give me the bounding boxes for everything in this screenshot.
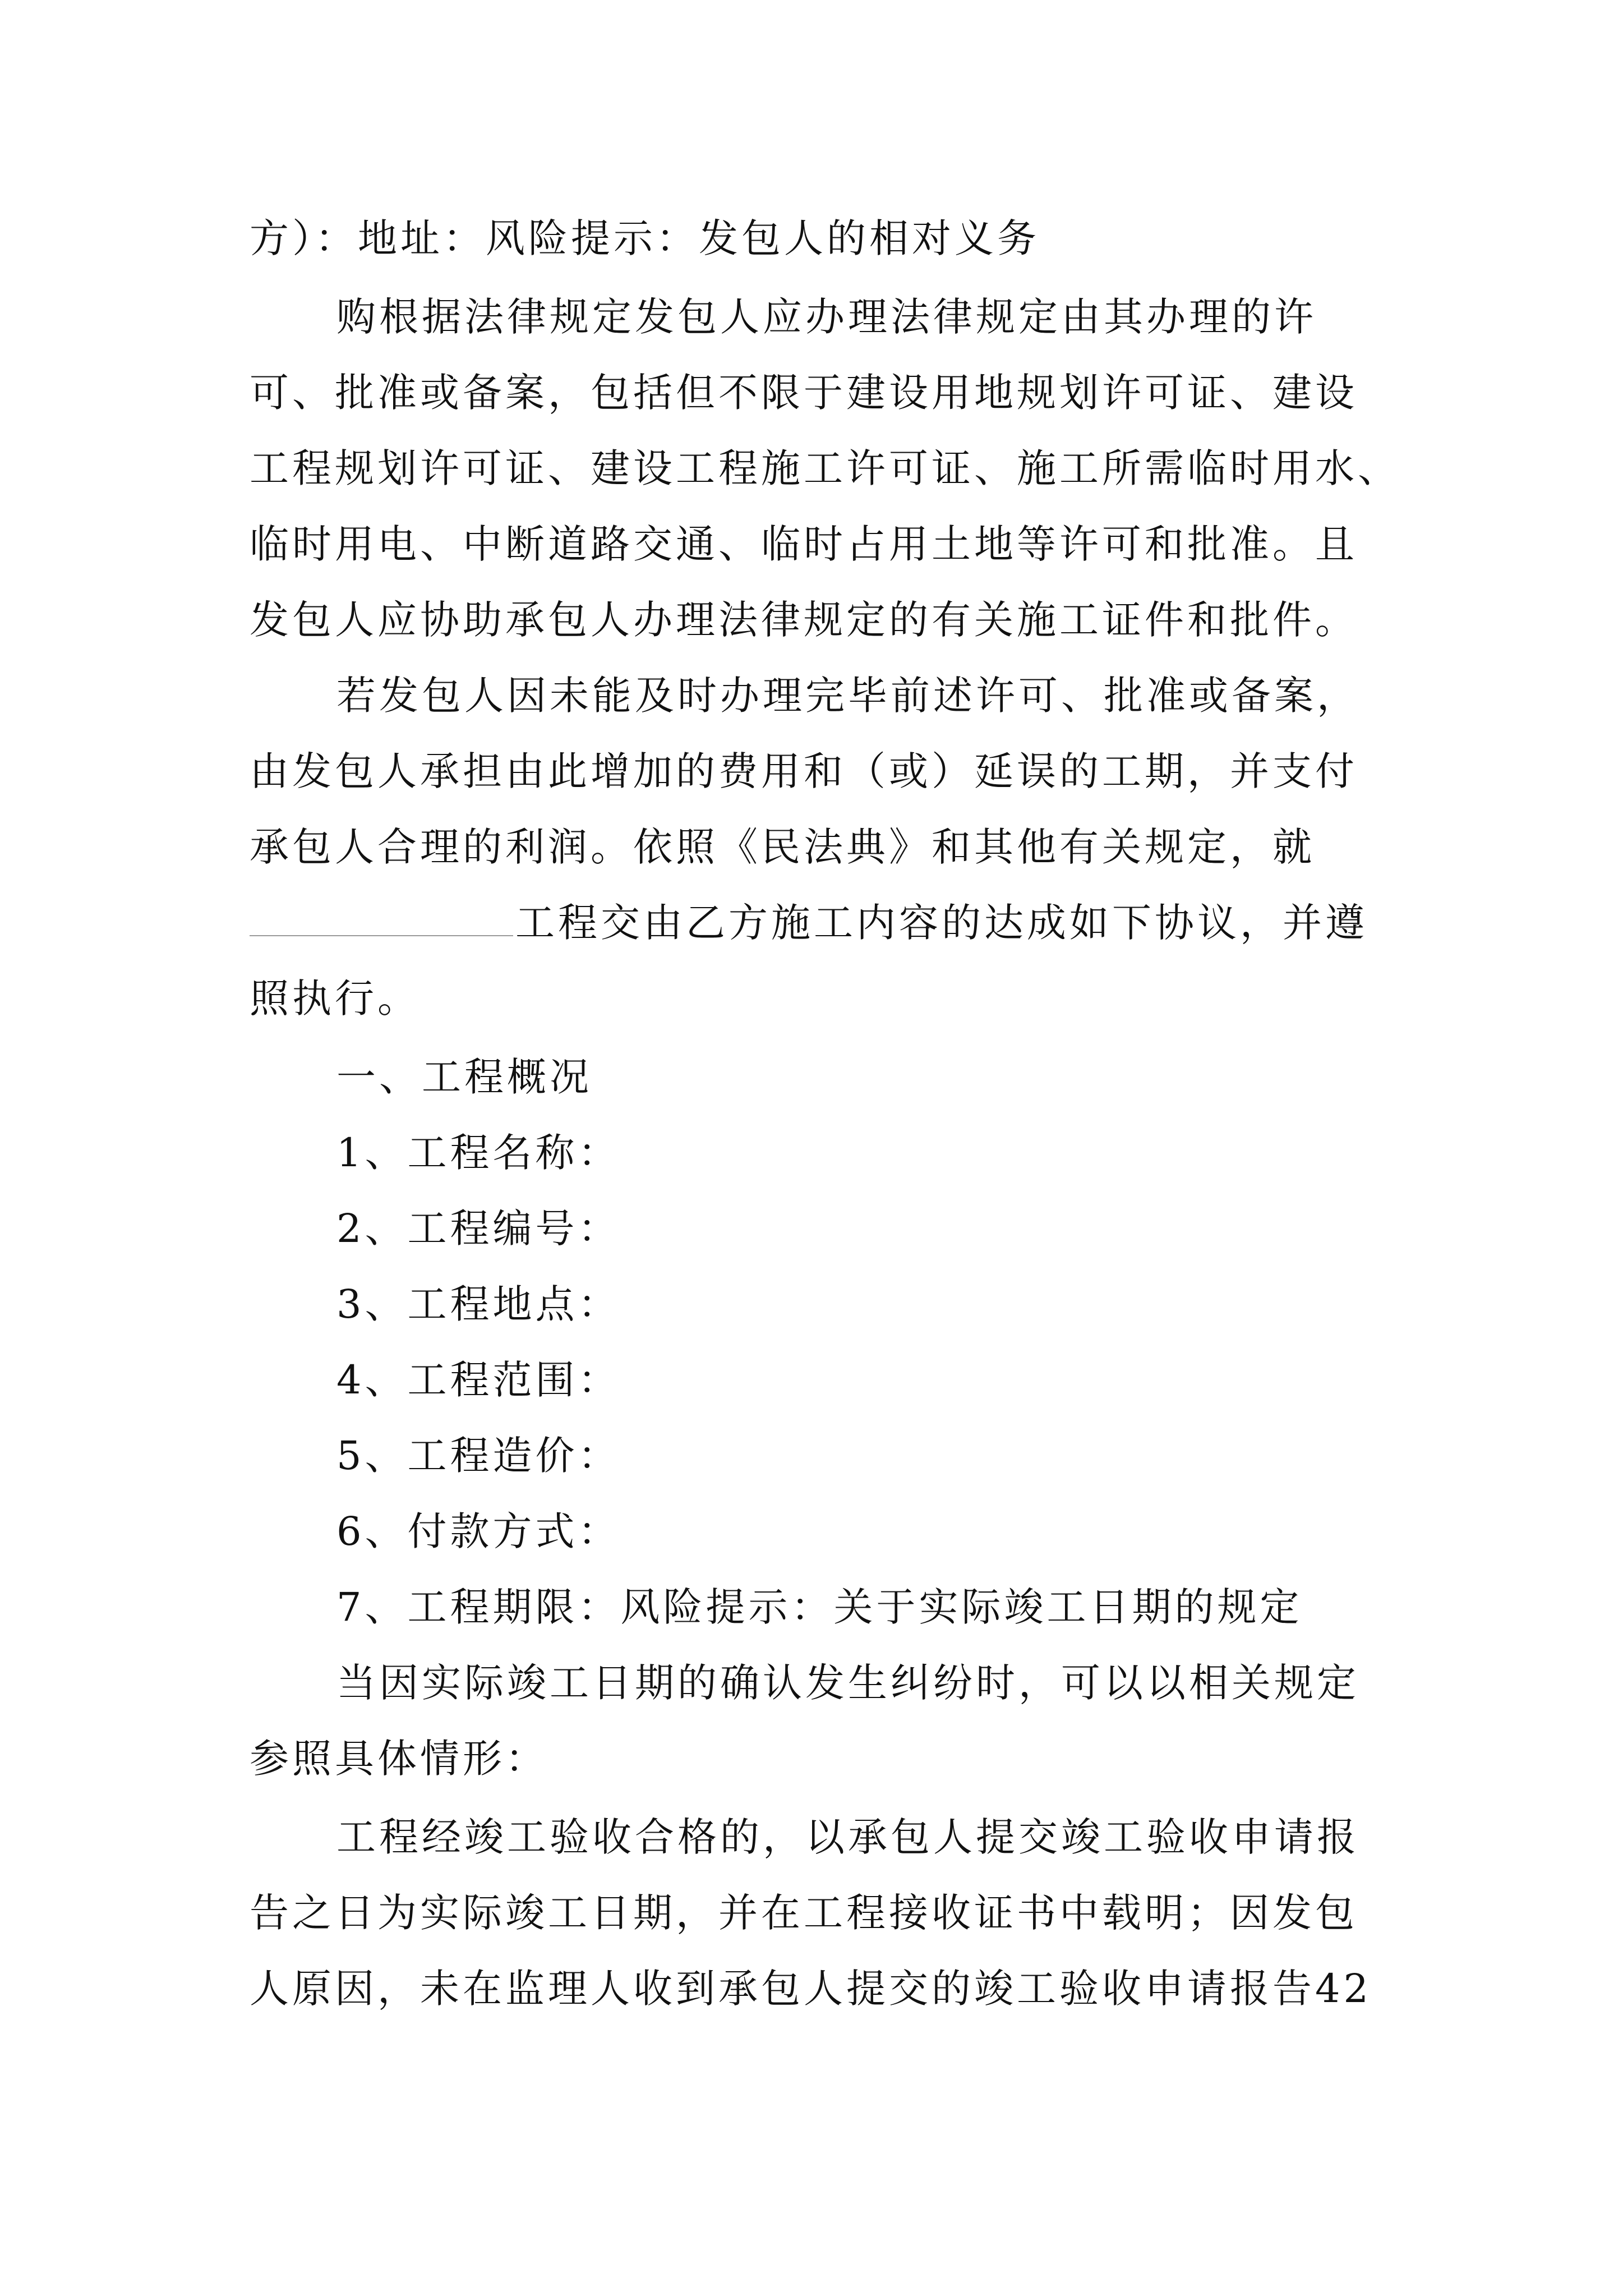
paragraph-line: 购根据法律规定发包人应办理法律规定由其办理的许	[336, 294, 1317, 340]
text-line: 方）：地址：风险提示：发包人的相对义务	[250, 215, 1040, 261]
text-line: 参照具体情形：	[250, 1736, 548, 1782]
paragraph-line: 当因实际竣工日期的确认发生纠纷时，可以以相关规定	[336, 1660, 1359, 1706]
list-item: 4、工程范围：	[336, 1357, 621, 1403]
text-line: 工程规划许可证、建设工程施工许可证、施工所需临时用水、	[250, 445, 1400, 491]
section-heading: 一、工程概况	[336, 1054, 592, 1100]
text-segment: 工程交由乙方施工内容的达成如下协议，并遵	[515, 900, 1368, 946]
paragraph-line: 若发包人因未能及时办理完毕前述许可、批准或备案，	[336, 673, 1359, 719]
fill-in-blank[interactable]	[250, 900, 513, 936]
text-line: 发包人应协助承包人办理法律规定的有关施工证件和批件。	[250, 597, 1358, 643]
list-item: 7、工程期限：风险提示：关于实际竣工日期的规定	[336, 1584, 1303, 1630]
list-item: 6、付款方式：	[336, 1508, 621, 1554]
text-line-with-blank	[250, 895, 1388, 951]
list-item: 5、工程造价：	[336, 1433, 621, 1479]
text-line: 可、批准或备案，包括但不限于建设用地规划许可证、建设	[250, 370, 1358, 416]
text-line: 临时用电、中断道路交通、临时占用土地等许可和批准。且	[250, 521, 1358, 567]
text-line: 由发包人承担由此增加的费用和（或）延误的工期，并支付	[250, 748, 1358, 794]
paragraph-line: 工程经竣工验收合格的，以承包人提交竣工验收申请报	[336, 1814, 1359, 1860]
list-item: 3、工程地点：	[336, 1281, 621, 1327]
list-item: 2、工程编号：	[336, 1205, 621, 1251]
text-line: 告之日为实际竣工日期，并在工程接收证书中载明；因发包	[250, 1890, 1358, 1936]
list-item: 1、工程名称：	[336, 1130, 621, 1176]
text-line: 承包人合理的利润。依照《民法典》和其他有关规定，就	[250, 824, 1315, 870]
text-line: 人原因，未在监理人收到承包人提交的竣工验收申请报告42	[250, 1966, 1372, 2012]
text-line: 照执行。	[250, 976, 420, 1022]
